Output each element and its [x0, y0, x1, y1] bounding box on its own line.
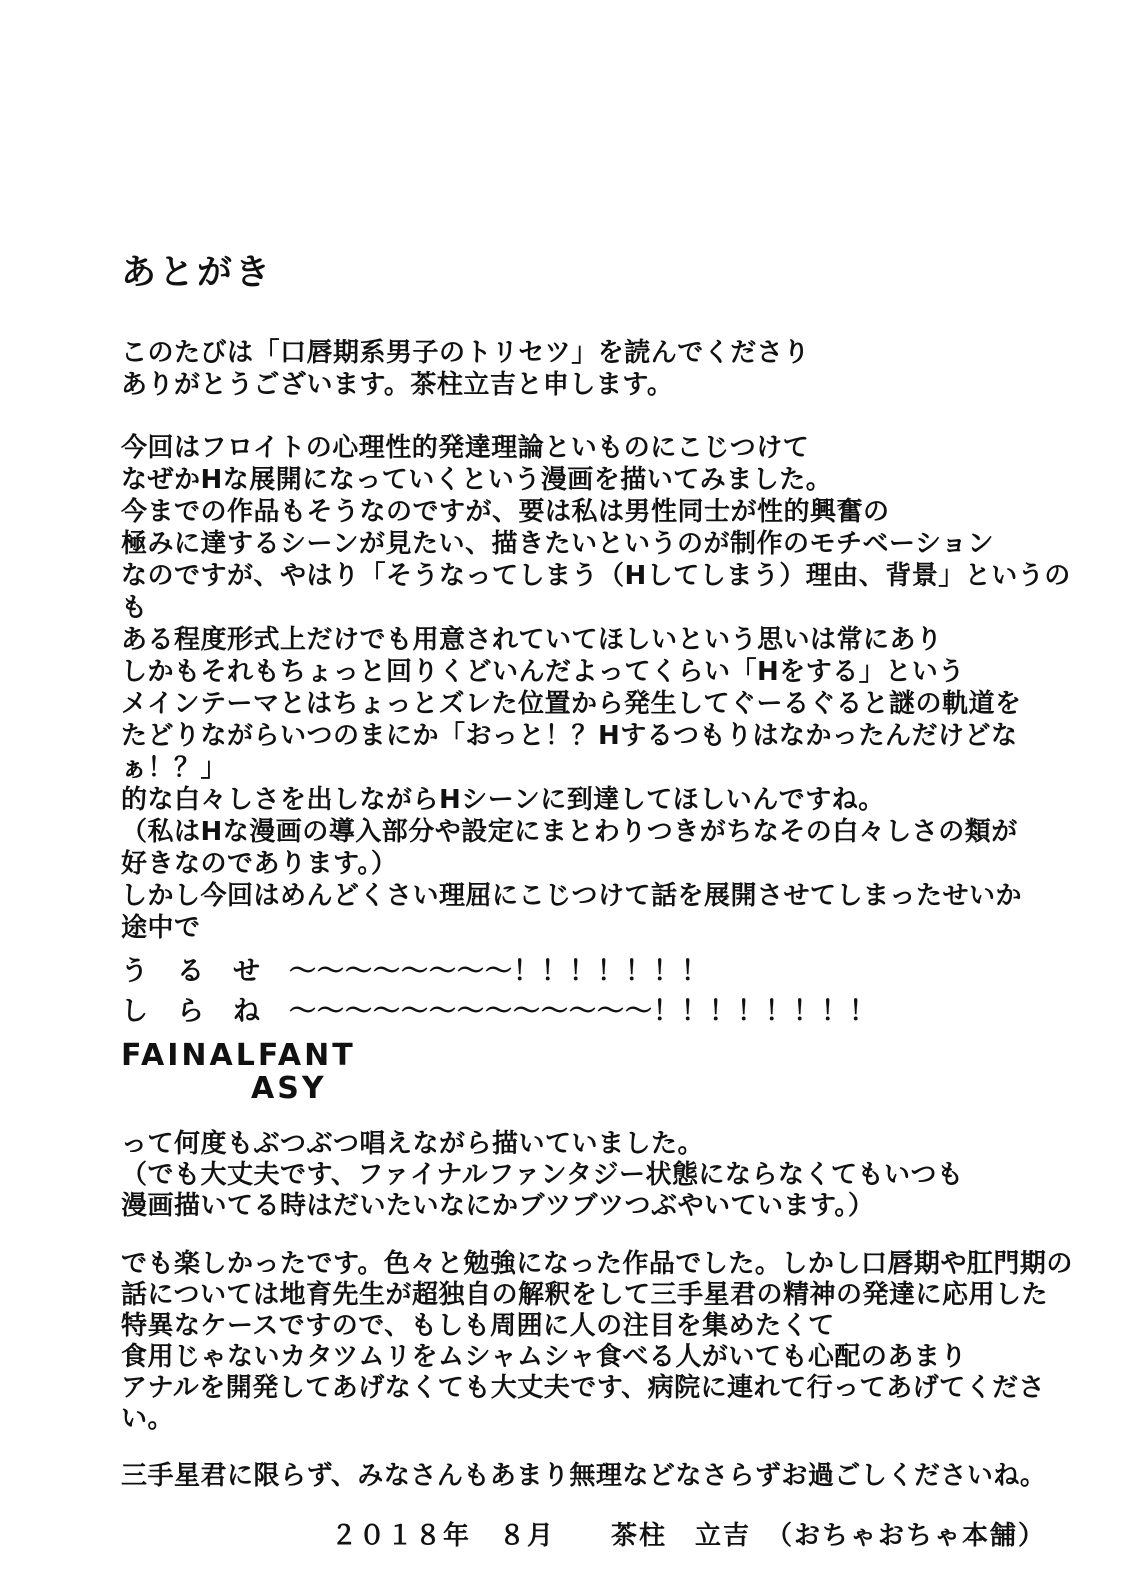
main-line: 今までの作品もそうなのですが、要は私は男性同士が性的興奮の	[121, 497, 890, 527]
main-line: 極みに達するシーンが見たい、描きたいというのが制作のモチベーション	[121, 529, 994, 559]
chant-note-line: 漫画描いてる時はだいたいなにかブツブツつぶやいています。）	[121, 1191, 875, 1221]
chant-note-line: （でも大丈夫です、ファイナルファンタジー状態にならなくてもいつも	[121, 1160, 964, 1190]
reflection-line: 特異なケースですので、もしも周囲に人の注目を集めたくて	[121, 1311, 835, 1341]
chant-line: FAINALFANT	[121, 1038, 356, 1073]
main-line: 的な白々しさを出しながらHシーンに到達してほしいんですね。	[121, 785, 885, 815]
colophon	[121, 1520, 1081, 1552]
reflection-line: でも楽しかったです。色々と勉強になった作品でした。しかし口唇期や肛門期の	[121, 1249, 1073, 1279]
shout-lines	[121, 952, 1081, 1032]
reflection-line: 食用じゃないカタツムリをムシャムシャ食べる人がいても心配のあまり	[121, 1342, 967, 1372]
main-line: 今回はフロイトの心理性的発達理論といものにこじつけて	[121, 433, 810, 463]
chant-lines	[121, 1039, 1081, 1105]
closing-paragraph	[121, 1460, 1081, 1492]
shout-line: し ら ね ～～～～～～～～～～～～～！！！！！！！！	[121, 996, 877, 1027]
main-line: ある程度形式上だけでも用意されていてほしいという思いは常にあり	[121, 625, 943, 655]
afterword-content	[121, 0, 1081, 1552]
main-line: （私はHな漫画の導入部分や設定にまとわりつきがちなその白々しさの類が	[121, 817, 1018, 847]
main-line: たどりながらいつのまにか「おっと！？Hするつもりはなかったんだけどなぁ！？」	[121, 721, 1018, 783]
shout-line: う る せ ～～～～～～～～！！！！！！！	[121, 956, 709, 987]
page-title: あとがき	[121, 253, 274, 293]
reflection-line: アナルを開発してあげなくても大丈夫です、病院に連れて行ってあげてください。	[121, 1373, 1046, 1434]
main-line: しかもそれもちょっと回りくどいんだよってくらい「Hをする」という	[121, 657, 965, 687]
reflection-line: 話については地育先生が超独自の解釈をして三手星君の精神の発達に応用した	[121, 1280, 1048, 1310]
main-line: なぜかHな展開になっていくという漫画を描いてみました。	[121, 465, 833, 495]
intro-line: このたびは「口唇期系男子のトリセツ」を読んでくださり	[121, 338, 810, 368]
chant-line: ASY	[251, 1071, 327, 1106]
main-line: 途中で	[121, 913, 201, 943]
chant-note-paragraph	[121, 1129, 1081, 1222]
reflection-paragraph	[121, 1249, 1081, 1435]
main-line: 好きなのであります。）	[121, 849, 398, 879]
chant-note-line: って何度もぶつぶつ唱えながら描いていました。	[121, 1129, 705, 1159]
closing-line: 三手星君に限らず、みなさんもあまり無理などなさらずお過ごしくださいね。	[121, 1461, 1047, 1491]
intro-paragraph	[121, 337, 1081, 401]
main-line: しかし今回はめんどくさい理屈にこじつけて話を展開させてしまったせいか	[121, 881, 1023, 911]
colophon-line: ２０１８年 ８月 茶柱 立吉 （おちゃおちゃ本舗）	[331, 1521, 1047, 1551]
main-paragraph	[121, 432, 1081, 944]
main-line: なのですが、やはり「そうなってしまう（Hしてしまう）理由、背景」というのも	[121, 561, 1071, 623]
intro-line: ありがとうございます。茶柱立吉と申します。	[121, 370, 674, 400]
main-line: メインテーマとはちょっとズレた位置から発生してぐーるぐると謎の軌道を	[121, 689, 1022, 719]
